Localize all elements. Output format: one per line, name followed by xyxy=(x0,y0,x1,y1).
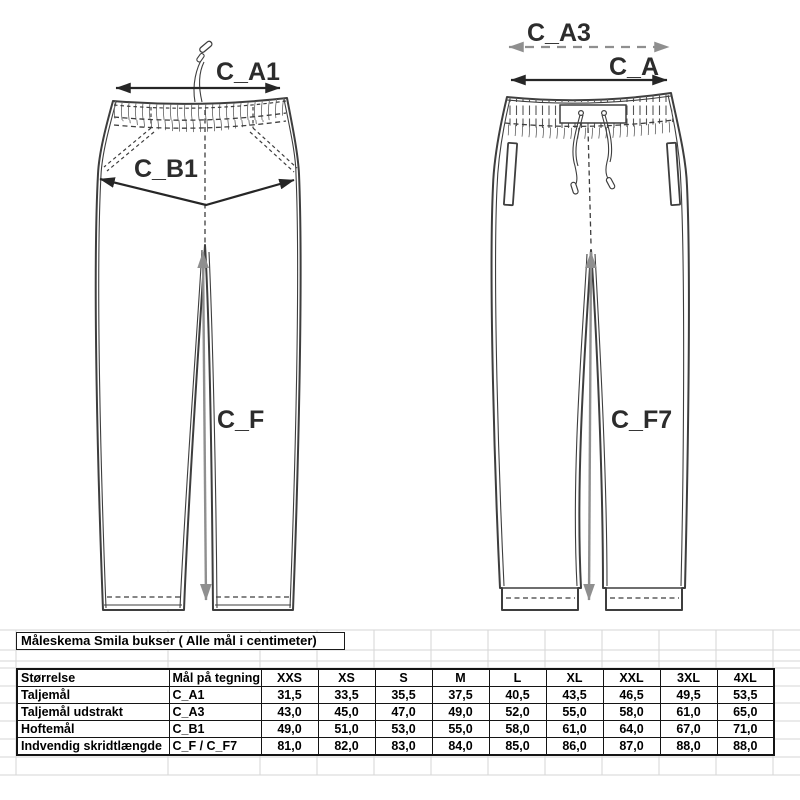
column-header: XXL xyxy=(603,669,660,687)
table-body xyxy=(17,687,774,756)
value-cell: 58,0 xyxy=(489,721,546,738)
value-cell: 71,0 xyxy=(717,721,774,738)
column-header: Mål på tegning xyxy=(169,669,261,687)
label-c-b1: C_B1 xyxy=(134,155,198,183)
value-cell: 43,0 xyxy=(261,704,318,721)
label-c-f7: C_F7 xyxy=(611,406,673,434)
drawstring-knot xyxy=(196,53,205,63)
measurement-code-cell: C_A3 xyxy=(169,704,261,721)
measurement-name-cell: Taljemål xyxy=(17,687,169,704)
column-header: XS xyxy=(318,669,375,687)
column-header: XL xyxy=(546,669,603,687)
grommet xyxy=(602,111,607,116)
measurement-name-cell: Indvendig skridtlængde xyxy=(17,738,169,756)
value-cell: 55,0 xyxy=(432,721,489,738)
value-cell: 87,0 xyxy=(603,738,660,756)
arrow-c-f7 xyxy=(589,252,591,600)
value-cell: 88,0 xyxy=(717,738,774,756)
pants-front-technical-drawing xyxy=(96,40,301,610)
value-cell: 86,0 xyxy=(546,738,603,756)
label-c-a: C_A xyxy=(609,53,660,81)
column-header: 4XL xyxy=(717,669,774,687)
value-cell: 81,0 xyxy=(261,738,318,756)
value-cell: 46,5 xyxy=(603,687,660,704)
value-cell: 61,0 xyxy=(660,704,717,721)
table-row xyxy=(17,687,774,704)
measurement-code-cell: C_A1 xyxy=(169,687,261,704)
table-row xyxy=(17,704,774,721)
grommet xyxy=(579,111,584,116)
value-cell: 49,0 xyxy=(261,721,318,738)
value-cell: 35,5 xyxy=(375,687,432,704)
value-cell: 51,0 xyxy=(318,721,375,738)
table-row xyxy=(17,721,774,738)
value-cell: 88,0 xyxy=(660,738,717,756)
value-cell: 33,5 xyxy=(318,687,375,704)
value-cell: 49,0 xyxy=(432,704,489,721)
value-cell: 53,0 xyxy=(375,721,432,738)
measurement-name-cell: Taljemål udstrakt xyxy=(17,704,169,721)
value-cell: 61,0 xyxy=(546,721,603,738)
value-cell: 67,0 xyxy=(660,721,717,738)
arrow-c-f xyxy=(203,252,206,600)
value-cell: 47,0 xyxy=(375,704,432,721)
value-cell: 85,0 xyxy=(489,738,546,756)
sheet-title: Måleskema Smila bukser ( Alle mål i centimeter) xyxy=(16,632,345,650)
column-header: L xyxy=(489,669,546,687)
column-header: S xyxy=(375,669,432,687)
value-cell: 65,0 xyxy=(717,704,774,721)
value-cell: 84,0 xyxy=(432,738,489,756)
value-cell: 40,5 xyxy=(489,687,546,704)
label-c-a1: C_A1 xyxy=(216,58,280,86)
label-c-a3: C_A3 xyxy=(527,19,591,47)
measurement-name-cell: Hoftemål xyxy=(17,721,169,738)
label-c-f: C_F xyxy=(217,406,265,434)
value-cell: 37,5 xyxy=(432,687,489,704)
value-cell: 49,5 xyxy=(660,687,717,704)
value-cell: 55,0 xyxy=(546,704,603,721)
value-cell: 53,5 xyxy=(717,687,774,704)
value-cell: 52,0 xyxy=(489,704,546,721)
drawstring-aglet xyxy=(199,40,213,53)
drawstring-cord xyxy=(194,57,203,102)
column-header: M xyxy=(432,669,489,687)
column-header: 3XL xyxy=(660,669,717,687)
drawstring-panel xyxy=(560,105,626,123)
measurement-code-cell: C_F / C_F7 xyxy=(169,738,261,756)
value-cell: 82,0 xyxy=(318,738,375,756)
value-cell: 43,5 xyxy=(546,687,603,704)
value-cell: 45,0 xyxy=(318,704,375,721)
value-cell: 83,0 xyxy=(375,738,432,756)
table-row xyxy=(17,738,774,756)
measurement-code-cell: C_B1 xyxy=(169,721,261,738)
front-pant-outline xyxy=(96,98,301,610)
table-header-row xyxy=(17,669,774,687)
value-cell: 64,0 xyxy=(603,721,660,738)
pants-back-technical-drawing xyxy=(492,19,689,610)
drawstring-cord xyxy=(200,62,204,102)
value-cell: 31,5 xyxy=(261,687,318,704)
column-header: Størrelse xyxy=(17,669,169,687)
size-table xyxy=(16,668,775,756)
value-cell: 58,0 xyxy=(603,704,660,721)
column-header: XXS xyxy=(261,669,318,687)
